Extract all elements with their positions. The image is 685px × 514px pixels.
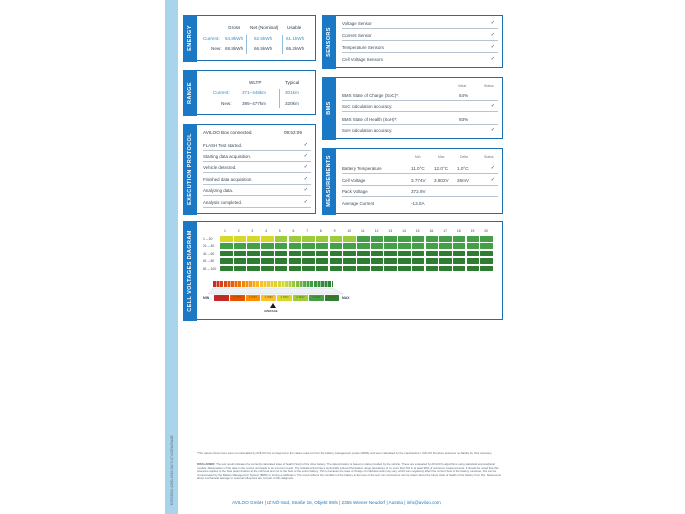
legend-swatch: 3.798V bbox=[309, 295, 324, 301]
bms-row: BMS State of Health (SoH)*: 93% bbox=[342, 115, 498, 125]
bms-row: SoC calculation accuracy: ✓ bbox=[342, 102, 498, 112]
row-label: 61 – 80 bbox=[203, 259, 215, 264]
column-number: 8 bbox=[319, 229, 322, 233]
column-number: 11 bbox=[361, 229, 365, 233]
measurements-tab: MEASUREMENTS bbox=[322, 148, 336, 215]
meas-col-delta: Delta bbox=[460, 155, 468, 159]
energy-current-label: Current: bbox=[203, 36, 220, 41]
column-number: 19 bbox=[470, 229, 475, 233]
range-current-typical: 301km bbox=[285, 90, 299, 95]
check-icon: ✓ bbox=[490, 177, 495, 183]
bms-col-status: Status bbox=[484, 84, 494, 88]
meas-col-status: Status bbox=[484, 155, 494, 159]
check-icon: ✓ bbox=[490, 127, 495, 133]
asterisk-footnote: *The values shown here were not calculated by AVILOO but correspond to the values read out from the battery management system (BMS) and were calculated by the manufacturer. AVILOO therefore assumes no liability for their accuracy. bbox=[197, 451, 492, 455]
energy-col-gross: Gross bbox=[228, 25, 241, 30]
execution-item: Finished data acquisition. ✓ bbox=[203, 175, 311, 185]
execution-title: AVILOO Box connected. bbox=[203, 130, 253, 135]
energy-col-net: Net (Nominal) bbox=[250, 25, 279, 30]
column-number: 5 bbox=[278, 229, 281, 233]
energy-panel bbox=[183, 15, 316, 61]
check-icon: ✓ bbox=[303, 199, 308, 205]
legend-swatch: 3.774V bbox=[214, 295, 229, 301]
meas-row: Cell Voltage 3.774V 3.802V 28mV ✓ bbox=[342, 176, 498, 186]
column-number: 10 bbox=[347, 229, 352, 233]
range-current-wltp: 371–448km bbox=[242, 90, 267, 95]
range-tab: RANGE bbox=[183, 70, 197, 116]
execution-tab: EXECUTION PROTOCOL bbox=[183, 124, 197, 215]
meas-row: Pack Voltage 372.9V bbox=[342, 187, 498, 197]
column-number: 16 bbox=[429, 229, 434, 233]
execution-item: Analysis completed. ✓ bbox=[203, 198, 311, 208]
energy-current-net: 62.5kWh bbox=[254, 36, 273, 41]
check-icon: ✓ bbox=[490, 20, 495, 26]
sensor-item: Current Sensor ✓ bbox=[342, 31, 498, 41]
column-number: 7 bbox=[306, 229, 309, 233]
row-label: 81 – 100 bbox=[203, 266, 217, 271]
sidebar-code: E2903502-426D-4546-9A74-07442FA29AAE bbox=[170, 435, 174, 505]
cell-voltages-panel bbox=[183, 221, 503, 320]
range-col-wltp: WLTP bbox=[249, 80, 262, 85]
legend-funnel bbox=[184, 222, 502, 319]
average-marker-icon bbox=[270, 303, 276, 308]
energy-new-usable: 65.2kWh bbox=[286, 46, 305, 51]
bms-col-value: Value bbox=[458, 84, 467, 88]
check-icon: ✓ bbox=[303, 187, 308, 193]
execution-item: FLASH Test started. ✓ bbox=[203, 141, 311, 151]
cell-voltages-tab: CELL VOLTAGES DIAGRAM bbox=[183, 221, 197, 321]
meas-row: Battery Temperature 11.0°C 12.0°C 1.0°C ✓ bbox=[342, 164, 498, 174]
range-current-label: Current: bbox=[213, 90, 230, 95]
meas-col-min: Min bbox=[415, 155, 421, 159]
check-icon: ✓ bbox=[490, 44, 495, 50]
legend-swatch: 3.790V bbox=[277, 295, 292, 301]
bms-tab: BMS bbox=[322, 77, 336, 140]
energy-current-gross: 64.8kWh bbox=[225, 36, 244, 41]
column-number: 15 bbox=[415, 229, 420, 233]
bms-row: SoH calculation accuracy: ✓ bbox=[342, 127, 495, 133]
measurements-panel bbox=[322, 148, 503, 214]
column-number: 9 bbox=[333, 229, 336, 233]
column-number: 1 bbox=[224, 229, 226, 233]
column-number: 4 bbox=[265, 229, 267, 233]
execution-panel bbox=[183, 124, 316, 214]
column-number: 6 bbox=[292, 229, 295, 233]
energy-current-usable: 61.1kWh bbox=[286, 36, 305, 41]
range-new-label: New: bbox=[221, 101, 232, 106]
legend-swatch: 3.778V bbox=[230, 295, 245, 301]
legend-swatch: 3.786V bbox=[261, 295, 276, 301]
range-col-typical: Typical bbox=[285, 80, 300, 85]
sensor-item: Cell Voltage Sensors ✓ bbox=[342, 56, 495, 62]
legend-max-label: MAX bbox=[342, 296, 350, 300]
check-icon: ✓ bbox=[490, 103, 495, 109]
column-number: 20 bbox=[484, 229, 489, 233]
sensors-panel bbox=[322, 15, 503, 68]
sensors-tab: SENSORS bbox=[322, 15, 336, 69]
check-icon: ✓ bbox=[490, 165, 495, 171]
disclaimer: DISCLAIMER: The test result indicates the currently calculated state of health (SoH) of the drive battery. The determination is based on data provided by the vehicle. These are evaluated by AVILOO's algorithms using statistical and analytical models. Manipulation of the data in the control unit leads to an incorrect result. The indicated SoH has a technically induced fluctuation range (deviation) of no more than 5% in at least 95% of reference measurements. It should be noted that this tolerance applies to the SoH determination at the cell level and not to the SoH of the entire battery. This is because the state of charge of individual cells may vary, which can negatively affect the current SoH of the battery. However, this can be compensated by the Battery Management System (BMS) or during a calibration. The result reflects the condition of the battery at the time of the test. No conclusions can be drawn about the future state of health of the battery from this. Statements about mechanical damage or external influences are not part of this diagnosis. bbox=[197, 462, 501, 481]
row-label: 21 – 40 bbox=[203, 244, 215, 249]
energy-new-net: 66.5kWh bbox=[254, 46, 273, 51]
legend-average-label: AVERAGE bbox=[264, 309, 278, 313]
check-icon: ✓ bbox=[303, 164, 308, 170]
legend-swatch: 3.794V bbox=[293, 295, 308, 301]
column-number: 13 bbox=[388, 229, 393, 233]
execution-item: Vehicle detected. ✓ bbox=[203, 163, 311, 173]
energy-new-label: New: bbox=[211, 46, 222, 51]
column-number: 17 bbox=[443, 229, 447, 233]
column-number: 12 bbox=[374, 229, 379, 233]
footer: AVILOO GmbH | IZ NÖ-Süd, Straße 16, Objekt 69/5 | 2355 Wiener Neudorf | Austria | info@aviloo.com bbox=[232, 500, 441, 505]
column-number: 14 bbox=[402, 229, 406, 233]
energy-tab: ENERGY bbox=[183, 15, 197, 62]
bms-panel bbox=[322, 77, 503, 139]
energy-col-usable: Usable bbox=[287, 25, 302, 30]
legend-swatch: 3.782V bbox=[246, 295, 261, 301]
row-label: 1 – 20 bbox=[203, 237, 213, 241]
range-new-typical: 320km bbox=[285, 101, 299, 106]
range-new-wltp: 395–477km bbox=[242, 101, 267, 106]
check-icon: ✓ bbox=[303, 176, 308, 182]
row-label: 41 – 60 bbox=[203, 251, 215, 256]
bms-row: BMS State of Charge (SoC)*: 54% bbox=[342, 91, 498, 101]
check-icon: ✓ bbox=[490, 32, 495, 38]
column-number: 3 bbox=[251, 229, 254, 233]
execution-item: Starting data acquisition. ✓ bbox=[203, 152, 311, 162]
legend-min-label: MIN bbox=[203, 296, 210, 300]
sensor-item: Temperature Sensors ✓ bbox=[342, 43, 498, 53]
meas-row: Average Current -13.0A bbox=[342, 201, 425, 206]
meas-col-max: Max bbox=[438, 155, 445, 159]
column-number: 18 bbox=[456, 229, 461, 233]
cell-grid bbox=[184, 222, 502, 319]
check-icon: ✓ bbox=[490, 56, 495, 62]
check-icon: ✓ bbox=[303, 142, 308, 148]
check-icon: ✓ bbox=[303, 153, 308, 159]
execution-item: Analyzing data. ✓ bbox=[203, 186, 311, 196]
legend-swatch: 3.802V bbox=[325, 295, 340, 301]
energy-new-gross: 68.8kWh bbox=[225, 46, 244, 51]
sensor-item: Voltage Sensor ✓ bbox=[342, 19, 498, 29]
column-number: 2 bbox=[237, 229, 240, 233]
execution-time: 09:52:09 bbox=[284, 130, 302, 135]
range-panel bbox=[183, 70, 316, 115]
